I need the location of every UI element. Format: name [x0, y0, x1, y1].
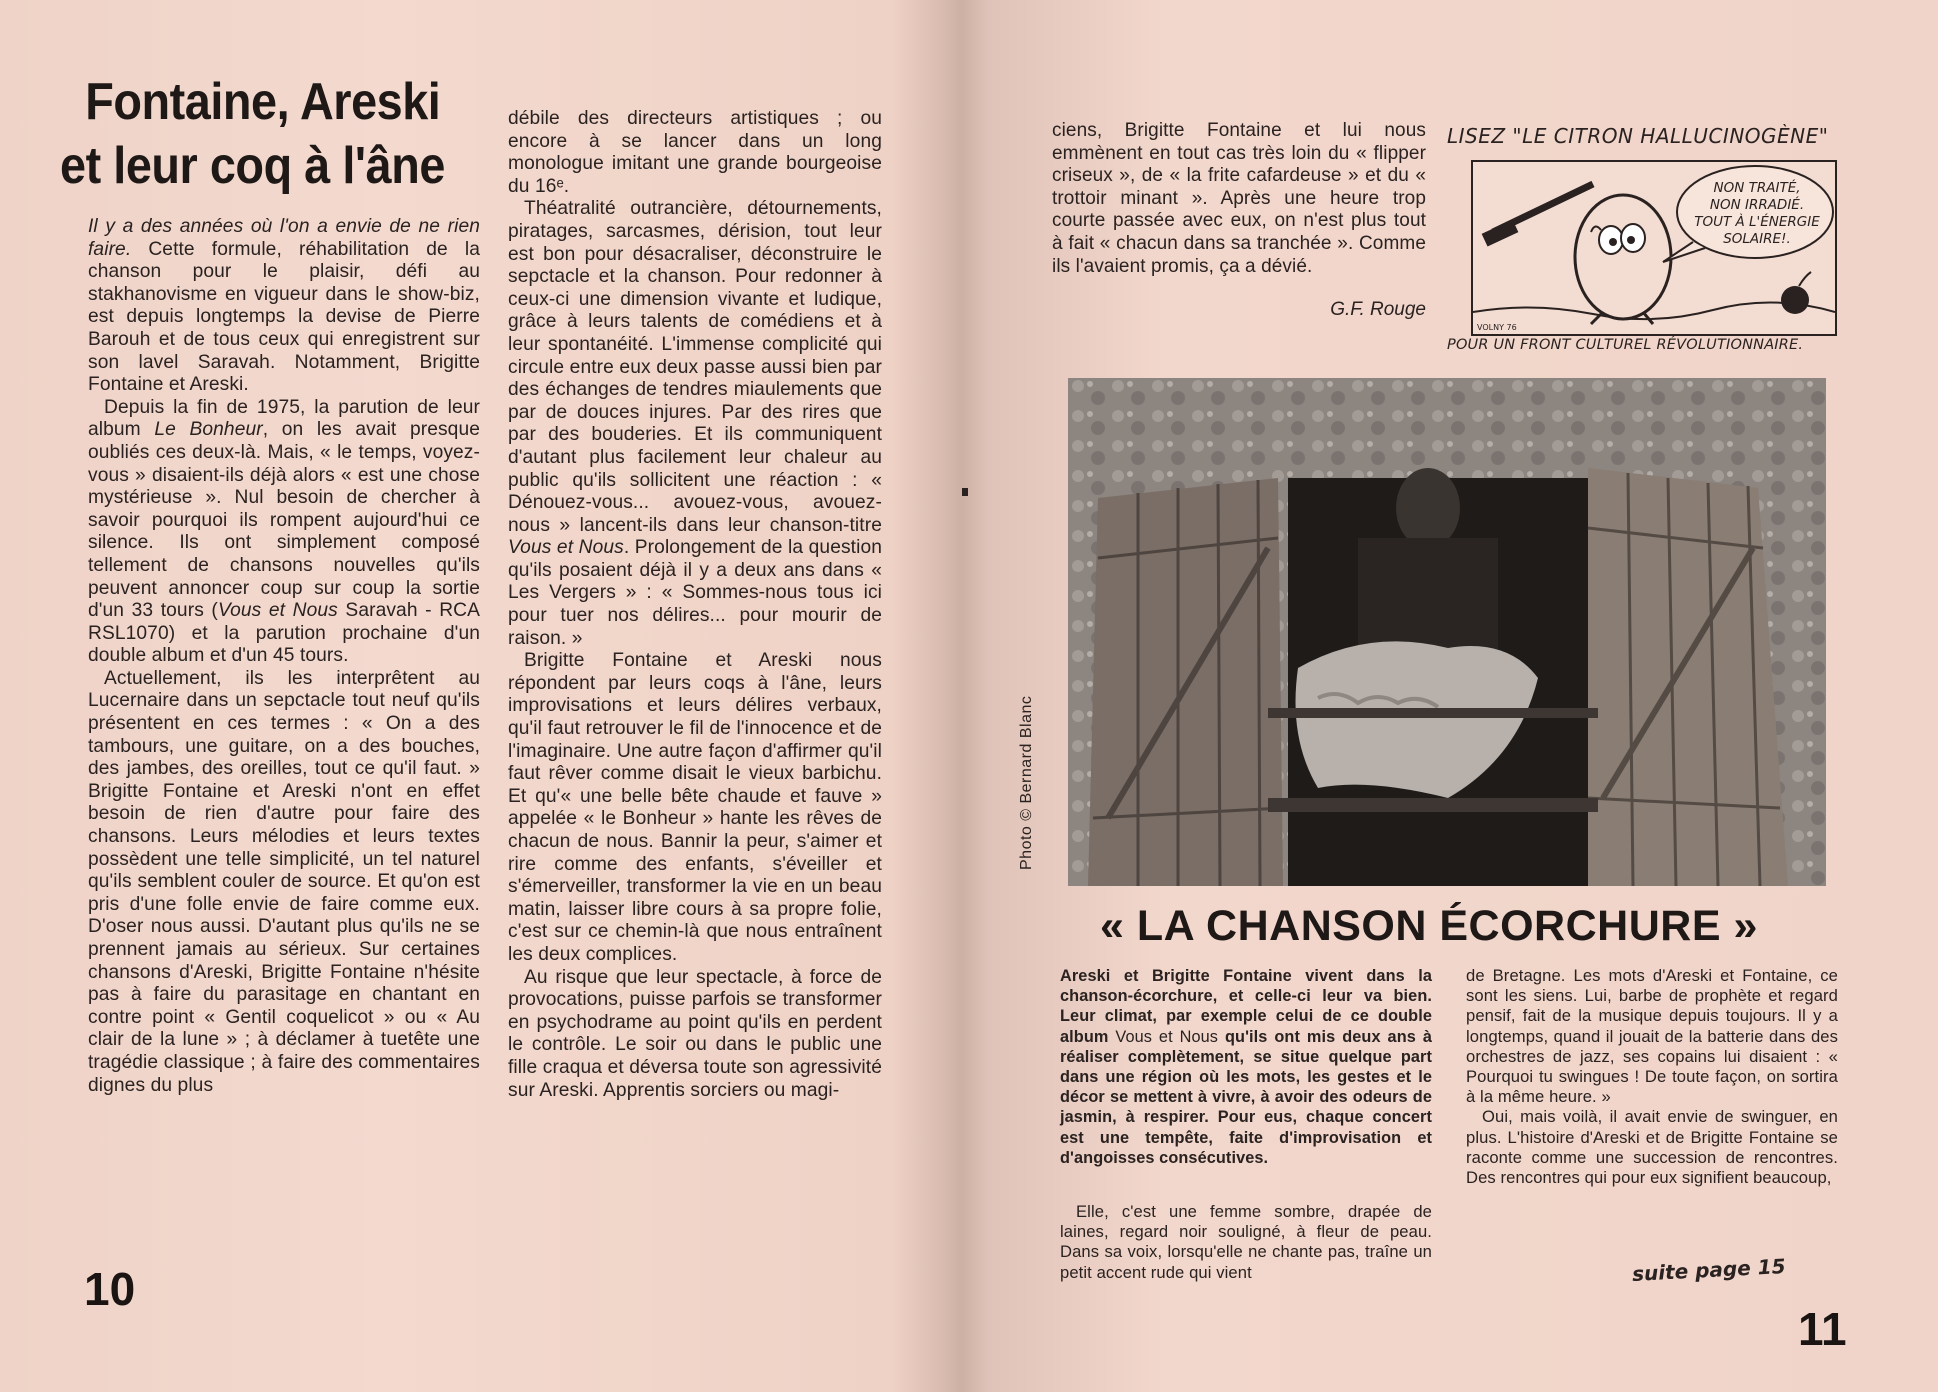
photo-credit: Photo © Bernard Blanc — [1018, 695, 1035, 870]
bubble-line-2: NON IRRADIÉ. — [1709, 197, 1805, 213]
intro-column — [1060, 966, 1432, 1168]
text-span: Saravah - RCA RSL1070) et la parution prochaine d'un double album et d'un 45 tours. — [88, 600, 481, 667]
text-span: qu'ils ont mis deux ans à réaliser complètement, se situe quelque part dans une région où les mots, les gestes et le décor se mettent à vivre, à avoir des odeurs de jasmin, à respirer. Pour eus, chaque concert est une tempête, faite d'improvisation et d'angoisses consécutives. — [1060, 1027, 1432, 1167]
page-number-right: 11 — [1798, 1303, 1847, 1355]
continuation-paragraph: ciens, Brigitte Fontaine et lui nous emmènent en tout cas très loin du « flipper criseux », de « la frite cafardeuse » et du « trottoir minant ». Après une heure trop courte passée avec eux, on n'est plus tout à fait « chacun dans sa tranchée ». Comme ils l'avaient promis, ça a dévié. — [1052, 120, 1426, 277]
headline-line-2: et leur coq à l'âne — [60, 137, 445, 195]
lede-text: Cette formule, réhabilitation de la chanson pour le plaisir, défi au stakhanovisme en vigueur dans le show-biz, est depuis longtemps la devise de Pierre Barouh et de tous ceux qui enregistrent sur son lavel Saravah. Notamment, Brigitte Fontaine et Areski. — [88, 238, 480, 396]
cartoon-caption-bottom: POUR UN FRONT CULTUREL RÉVOLUTIONNAIRE. — [1447, 337, 1804, 353]
intro-paragraph — [1060, 966, 1432, 1168]
text-span: Théatralité outrancière, détournements, piratages, sarcasmes, dérision, tout leur est bon pour désacraliser, déconstruire le sepctacle et la chanson. Pour redonner à ceux-ci une dimension vivante et ludique, grâce à leurs talents de comédiens et à leur spontanéité. L'immense complicité qui circule entre eux deux passe aussi bien par des échanges de tendres miaulements que par de douces injures. Par des rires que par des bouderies. Et ils communiquent d'autant plus facilement leur chaleur au public qu'ils sollicitent une réaction : « Dénouez-vous... avouez-vous, avouez-nous » lancent-ils dans leur chanson-titre — [508, 198, 882, 536]
text-span: Depuis la fin de 1975, la parution de leur album — [88, 396, 480, 441]
article-photo — [1068, 378, 1826, 886]
profile-paragraph-3: Oui, mais voilà, il avait envie de swinguer, en plus. L'histoire d'Areski et de Brigitte Fontaine se raconte comme une succession de rencontres. Des rencontres qui pour eux signifient beaucoup, — [1466, 1107, 1838, 1188]
text-span: . Prolongement de la question qu'ils posaient déjà il y a deux ans dans « Les Vergers » : « Sommes-nous tous ici pour tuer nos délires... pour mourir de raison. » — [508, 537, 882, 649]
lemon-cartoon-drawing — [1473, 162, 1835, 334]
bubble-line-1: NON TRAITÉ, — [1713, 180, 1801, 196]
cartoon-artist-signature: VOLNY 76 — [1477, 323, 1517, 332]
col2-paragraph-4: Au risque que leur spectacle, à force de provocations, puisse parfois se transformer en psychodrame au point qu'ils en perdent le contrôle. Le soir ou dans le public une fille craqua et déversa toute son agressivité sur Areski. Apprentis sorciers ou magi- — [508, 966, 882, 1101]
binding-mark — [962, 488, 968, 496]
bubble-line-3: TOUT À L'ÉNERGIE — [1694, 214, 1820, 230]
article-continuation-column — [1052, 120, 1426, 278]
album-title: Vous et Nous — [508, 537, 624, 559]
window-shutters-photo — [1068, 378, 1826, 886]
headline-line-1: Fontaine, Areski — [85, 73, 441, 131]
album-title: Le Bonheur — [154, 419, 263, 441]
bubble-line-4: SOLAIRE!. — [1723, 231, 1791, 247]
cartoon-advert — [1447, 124, 1857, 364]
profile-paragraph-1: Elle, c'est une femme sombre, drapée de laines, regard noir souligné, à fleur de peau. Dans sa voix, lorsqu'elle ne chante pas, traîne un petit accent rude qui vient — [1060, 1202, 1432, 1282]
lede-italic: Il y a des années où l'on a envie de ne rien faire. — [88, 216, 480, 260]
continued-note: suite page 15 — [1631, 1253, 1787, 1287]
col2-paragraph-1: débile des directeurs artistiques ; ou encore à se lancer dans un long monologue imitant une grande bourgeoise du 16ᵉ. — [508, 108, 882, 197]
album-title: Vous et Nous — [1115, 1027, 1219, 1046]
section-title: « LA CHANSON ÉCORCHURE » — [1100, 902, 1758, 950]
text-span: Areski et Brigitte Fontaine vivent dans la chanson-écorchure, et celle-ci leur va bien. Leur climat, par exemple celui de ce double album — [1060, 967, 1432, 1046]
page-number-left: 10 — [84, 1263, 136, 1315]
author-signature: G.F. Rouge — [1330, 299, 1426, 320]
profile-column-right — [1466, 966, 1838, 1188]
profile-column-left — [1060, 1202, 1432, 1283]
text-span: , on les avait presque oubliés ces deux-là. Mais, « le temps, voyez-vous » disaient-ils déjà alors « est une chose mystérieuse ». Nul besoin de chercher à savoir pourquoi ils rompent aujourd'hui ce silence. Ils ont simplement composé tellement de chansons nouvelles qu'ils peuvent annoncer coup sur coup la sortie d'un 33 tours ( — [88, 419, 480, 622]
cartoon-frame — [1471, 160, 1837, 336]
album-title: Vous et Nous — [217, 600, 338, 622]
profile-paragraph-2: de Bretagne. Les mots d'Areski et Fontaine, ce sont les siens. Lui, barbe de prophète et regard pensif, fait de la musique depuis toujours. Il y a longtemps, quand il jouait de la batterie dans des orchestres de jazz, ses copains lui disaient : « Pourquoi tu swingues ! De toute façon, on sortira à la même heure. » — [1466, 966, 1838, 1107]
col1-paragraph-3: Actuellement, ils les interprêtent au Lucernaire dans un sepctacle tout neuf qu'ils présentent en ces termes : « On a des tambours, une guitare, on a des bouches, des jambes, des oreilles, tout ce qu'il faut. » Brigitte Fontaine et Areski n'ont en effet besoin de rien d'autre pour faire des chansons. Leurs mélodies et leurs textes possèdent une telle simplicité, un tel naturel qu'ils semblent couler de source. Et qu'on est pris d'une folle envie de faire comme eux. D'oser nous aussi. D'autant plus qu'ils ne se prennent jamais au sérieux. Sur certaines chansons d'Areski, Brigitte Fontaine n'hésite pas à faire du parasitage en chantant en contre point « Gentil coquelicot » ou « Au clair de la lune » ; à déclamer à tuetête une tragédie classique ; à faire des commentaires dignes du plus — [88, 667, 480, 1096]
col2-paragraph-3: Brigitte Fontaine et Areski nous répondent par leurs coqs à l'âne, leurs improvisations et leurs délires verbaux, qu'il faut retrouver le fil de l'innocence et de l'imaginaire. Une autre façon d'affirmer qu'il faut rêver comme disait le vieux barbichu. Et qu'« une belle bête chaude et fauve » appelée « le Bonheur » hante les rêves de chacun de nous. Bannir la peur, s'aimer et rire comme des enfants, s'éveiller et s'émerveiller, transformer la vie en un beau matin, laisser libre cours à sa propre folie, c'est sur ce chemin-là que nous entraînent les deux complices. — [508, 650, 882, 965]
cartoon-caption-top: LISEZ "LE CITRON HALLUCINOGÈNE" — [1447, 124, 1829, 148]
